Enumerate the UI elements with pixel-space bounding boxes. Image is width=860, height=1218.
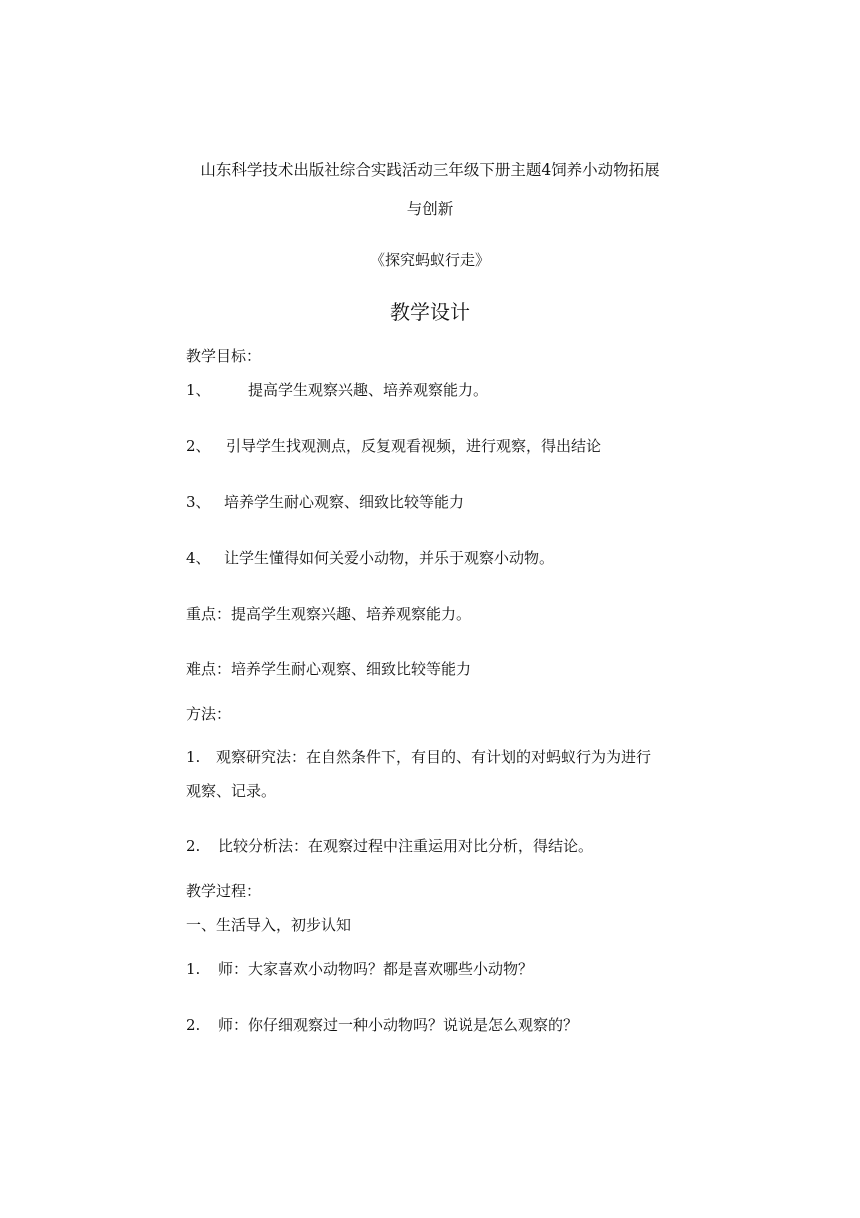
method-number: 1. <box>186 748 201 766</box>
goal-item <box>186 491 464 512</box>
key-point: 重点：提高学生观察兴趣、培养观察能力。 <box>186 605 472 623</box>
method-item <box>186 835 593 856</box>
method-number: 2. <box>186 837 201 855</box>
goal-item <box>186 435 601 456</box>
goal-text: 让学生懂得如何关爱小动物，并乐于观察小动物。 <box>224 549 555 567</box>
document-title-line2: 与创新 <box>406 200 454 218</box>
goals-label: 教学目标： <box>186 347 262 365</box>
process-text: 师：你仔细观察过一种小动物吗？说说是怎么观察的？ <box>218 1016 579 1034</box>
process-label: 教学过程： <box>186 882 262 900</box>
document-heading: 教学设计 <box>390 300 470 324</box>
method-continuation: 观察、记录。 <box>186 782 277 800</box>
document-title-line1: 山东科学技术出版社综合实践活动三年级下册主题4饲养小动物拓展 <box>200 161 660 179</box>
process-text: 师：大家喜欢小动物吗？都是喜欢哪些小动物？ <box>218 960 534 978</box>
process-number: 1. <box>186 960 201 978</box>
process-item <box>186 958 533 979</box>
difficult-point: 难点：培养学生耐心观察、细致比较等能力 <box>186 660 472 678</box>
goal-text: 提高学生观察兴趣、培养观察能力。 <box>248 381 489 399</box>
goal-number: 1、 <box>186 381 211 399</box>
goal-item <box>186 379 488 400</box>
method-text: 观察研究法：在自然条件下，有目的、有计划的对蚂蚁行为为进行 <box>216 748 652 766</box>
goal-text: 引导学生找观测点，反复观看视频，进行观察，得出结论 <box>226 437 602 455</box>
method-text: 比较分析法：在观察过程中注重运用对比分析，得结论。 <box>218 837 594 855</box>
process-item <box>186 1014 578 1035</box>
section-title: 一、生活导入，初步认知 <box>186 916 352 934</box>
method-item <box>186 746 651 767</box>
goal-number: 3、 <box>186 493 211 511</box>
goal-item <box>186 547 554 568</box>
goal-number: 4、 <box>186 549 211 567</box>
document-subtitle: 《探究蚂蚁行走》 <box>369 251 490 269</box>
goal-text: 培养学生耐心观察、细致比较等能力 <box>224 493 465 511</box>
process-number: 2. <box>186 1016 201 1034</box>
methods-label: 方法： <box>186 705 232 723</box>
goal-number: 2、 <box>186 437 211 455</box>
